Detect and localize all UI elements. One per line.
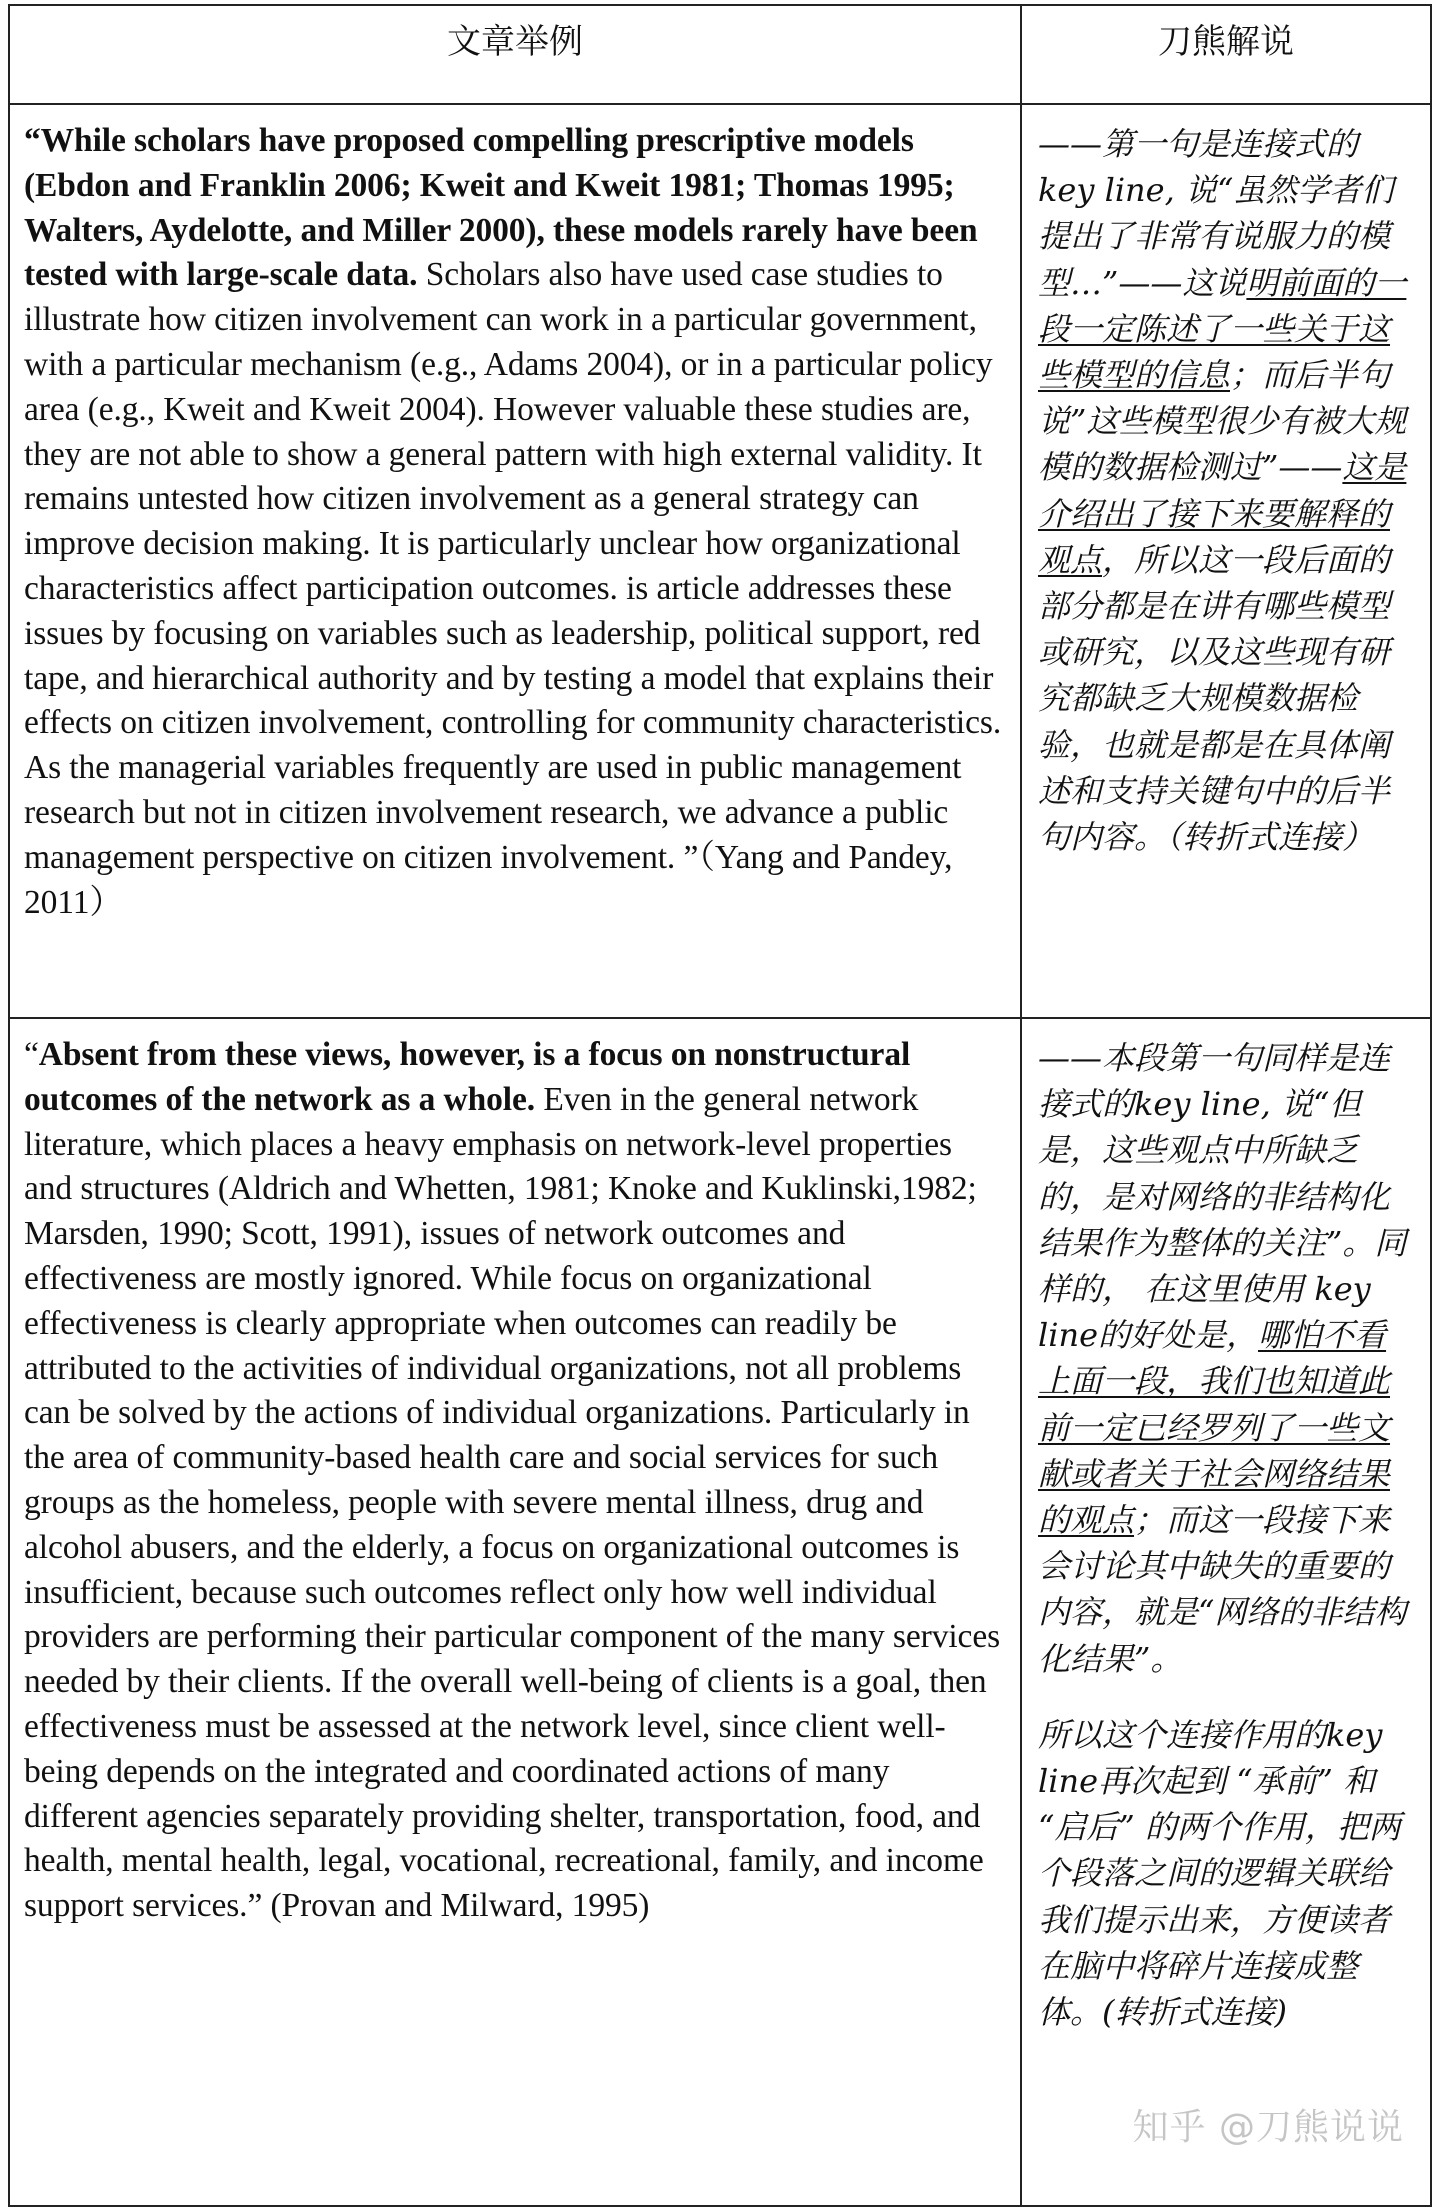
example-text-cell (9, 104, 1021, 1018)
commentary-cell (1021, 104, 1431, 1018)
key-line-bold: Absent from these views, however, is a focus on nonstructural outcomes of the network as a whole. (24, 1036, 911, 1118)
commentary-cell (1021, 1018, 1431, 2206)
zhihu-watermark: 知乎 @刀熊说说 (1132, 2107, 1404, 2148)
table-row (9, 104, 1431, 1018)
commentary-underlined: 哪怕不看上面一段，我们也知道此前一定已经罗列了一些文献或者关于社会网络结果的观点 (1038, 1316, 1391, 1540)
header-commentary: 刀熊解说 (1021, 5, 1431, 104)
commentary-underlined: 明前面的一段一定陈述了一些关于这些模型的信息 (1038, 263, 1407, 395)
commentary-text: ；而后半句说”这些模型很少有被大规模的数据检测过”—— (1038, 356, 1407, 487)
comparison-table (8, 4, 1432, 2207)
header-article-examples: 文章举例 (9, 5, 1021, 104)
commentary-underlined: 这是介绍出了接下来要解释的观点 (1038, 448, 1407, 579)
commentary-text: ，所以这一段后面的部分都是在讲有哪些模型或研究，以及这些现有研究都缺乏大规模数据检验，也就是都是在具体阐述和支持关键句中的后半句内容。（转折式连接） (1038, 540, 1391, 857)
commentary-text: ——本段第一句同样是连接式的key line, 说“但是，这些观点中所缺乏的，是对网络的非结构化结果作为整体的关注”。同样的， 在这里使用 key line的好处是， (1038, 1039, 1407, 1355)
example-body: Even in the general network literature, which places a heavy emphasis on network-level properties and structures (Aldrich and Whetten, 1981; Knoke and Kuklinski,1982; Marsden, 1990; Scott, 1991), issues of network outcomes and effectiveness are mostly ignored. While focus on organizational effectiveness is clearly appropriate when outcomes can readily be attributed to the activities of individual organizations, not all problems can be solved by the actions of individual organizations. Particularly in the area of community-based health care and social services for such groups as the homeless, people with severe mental illness, drug and alcohol abusers, and the elderly, a focus on organizational outcomes is insufficient, because such outcomes reflect only how well individual providers are performing their particular component of the many services needed by their clients. If the overall well-being of clients is a goal, then effectiveness must be assessed at the network level, since client well-being depends on the integrated and coordinated actions of many different agencies separately providing shelter, transportation, food, and health, mental health, legal, vocational, recreational, family, and income support services.” (Provan and Milward, 1995) (24, 1080, 1001, 1925)
open-quote: “ (24, 1036, 39, 1073)
key-line-bold: “While scholars have proposed compelling prescriptive models (Ebdon and Franklin 2006; Kweit and Kweit 1981; Thomas 1995; Walters, Aydelotte, and Miller 2000), these models rarely have been tested with large-scale data. (24, 122, 978, 294)
commentary-text: ；而这一段接下来会讨论其中缺失的重要的内容，就是“网络的非结构化结果”。 (1038, 1501, 1407, 1678)
example-text-cell (9, 1018, 1021, 2206)
header-row (9, 5, 1431, 104)
example-body: Scholars also have used case studies to illustrate how citizen involvement can work in a particular government, with a particular mechanism (e.g., Adams 2004), or in a particular policy area (e.g., Kweit and Kweit 2004). However valuable these studies are, they are not able to show a general pattern with high external validity. It remains untested how citizen involvement as a general strategy can improve decision making. It is particularly unclear how organizational characteristics affect participation outcomes. is article addresses these issues by focusing on variables such as leadership, political support, red tape, and hierarchical authority and by testing a model that explains their effects on citizen involvement, controlling for community characteristics. As the managerial variables frequently are used in public management research but not in citizen involvement research, we advance a public management perspective on citizen involvement. ”（Yang and Pandey, 2011） (24, 256, 1002, 921)
table-row (9, 1018, 1431, 2206)
commentary-text: ——第一句是连接式的key line, 说“虽然学者们提出了非常有说服力的模型…”——这说 (1038, 125, 1394, 302)
commentary-paragraph: 所以这个连接作用的key line再次起到 “承前” 和 “启后” 的两个作用，把两个段落之间的逻辑关联给我们提示出来，方便读者在脑中将碎片连接成整体。(转折式连接) (1038, 1715, 1401, 2032)
